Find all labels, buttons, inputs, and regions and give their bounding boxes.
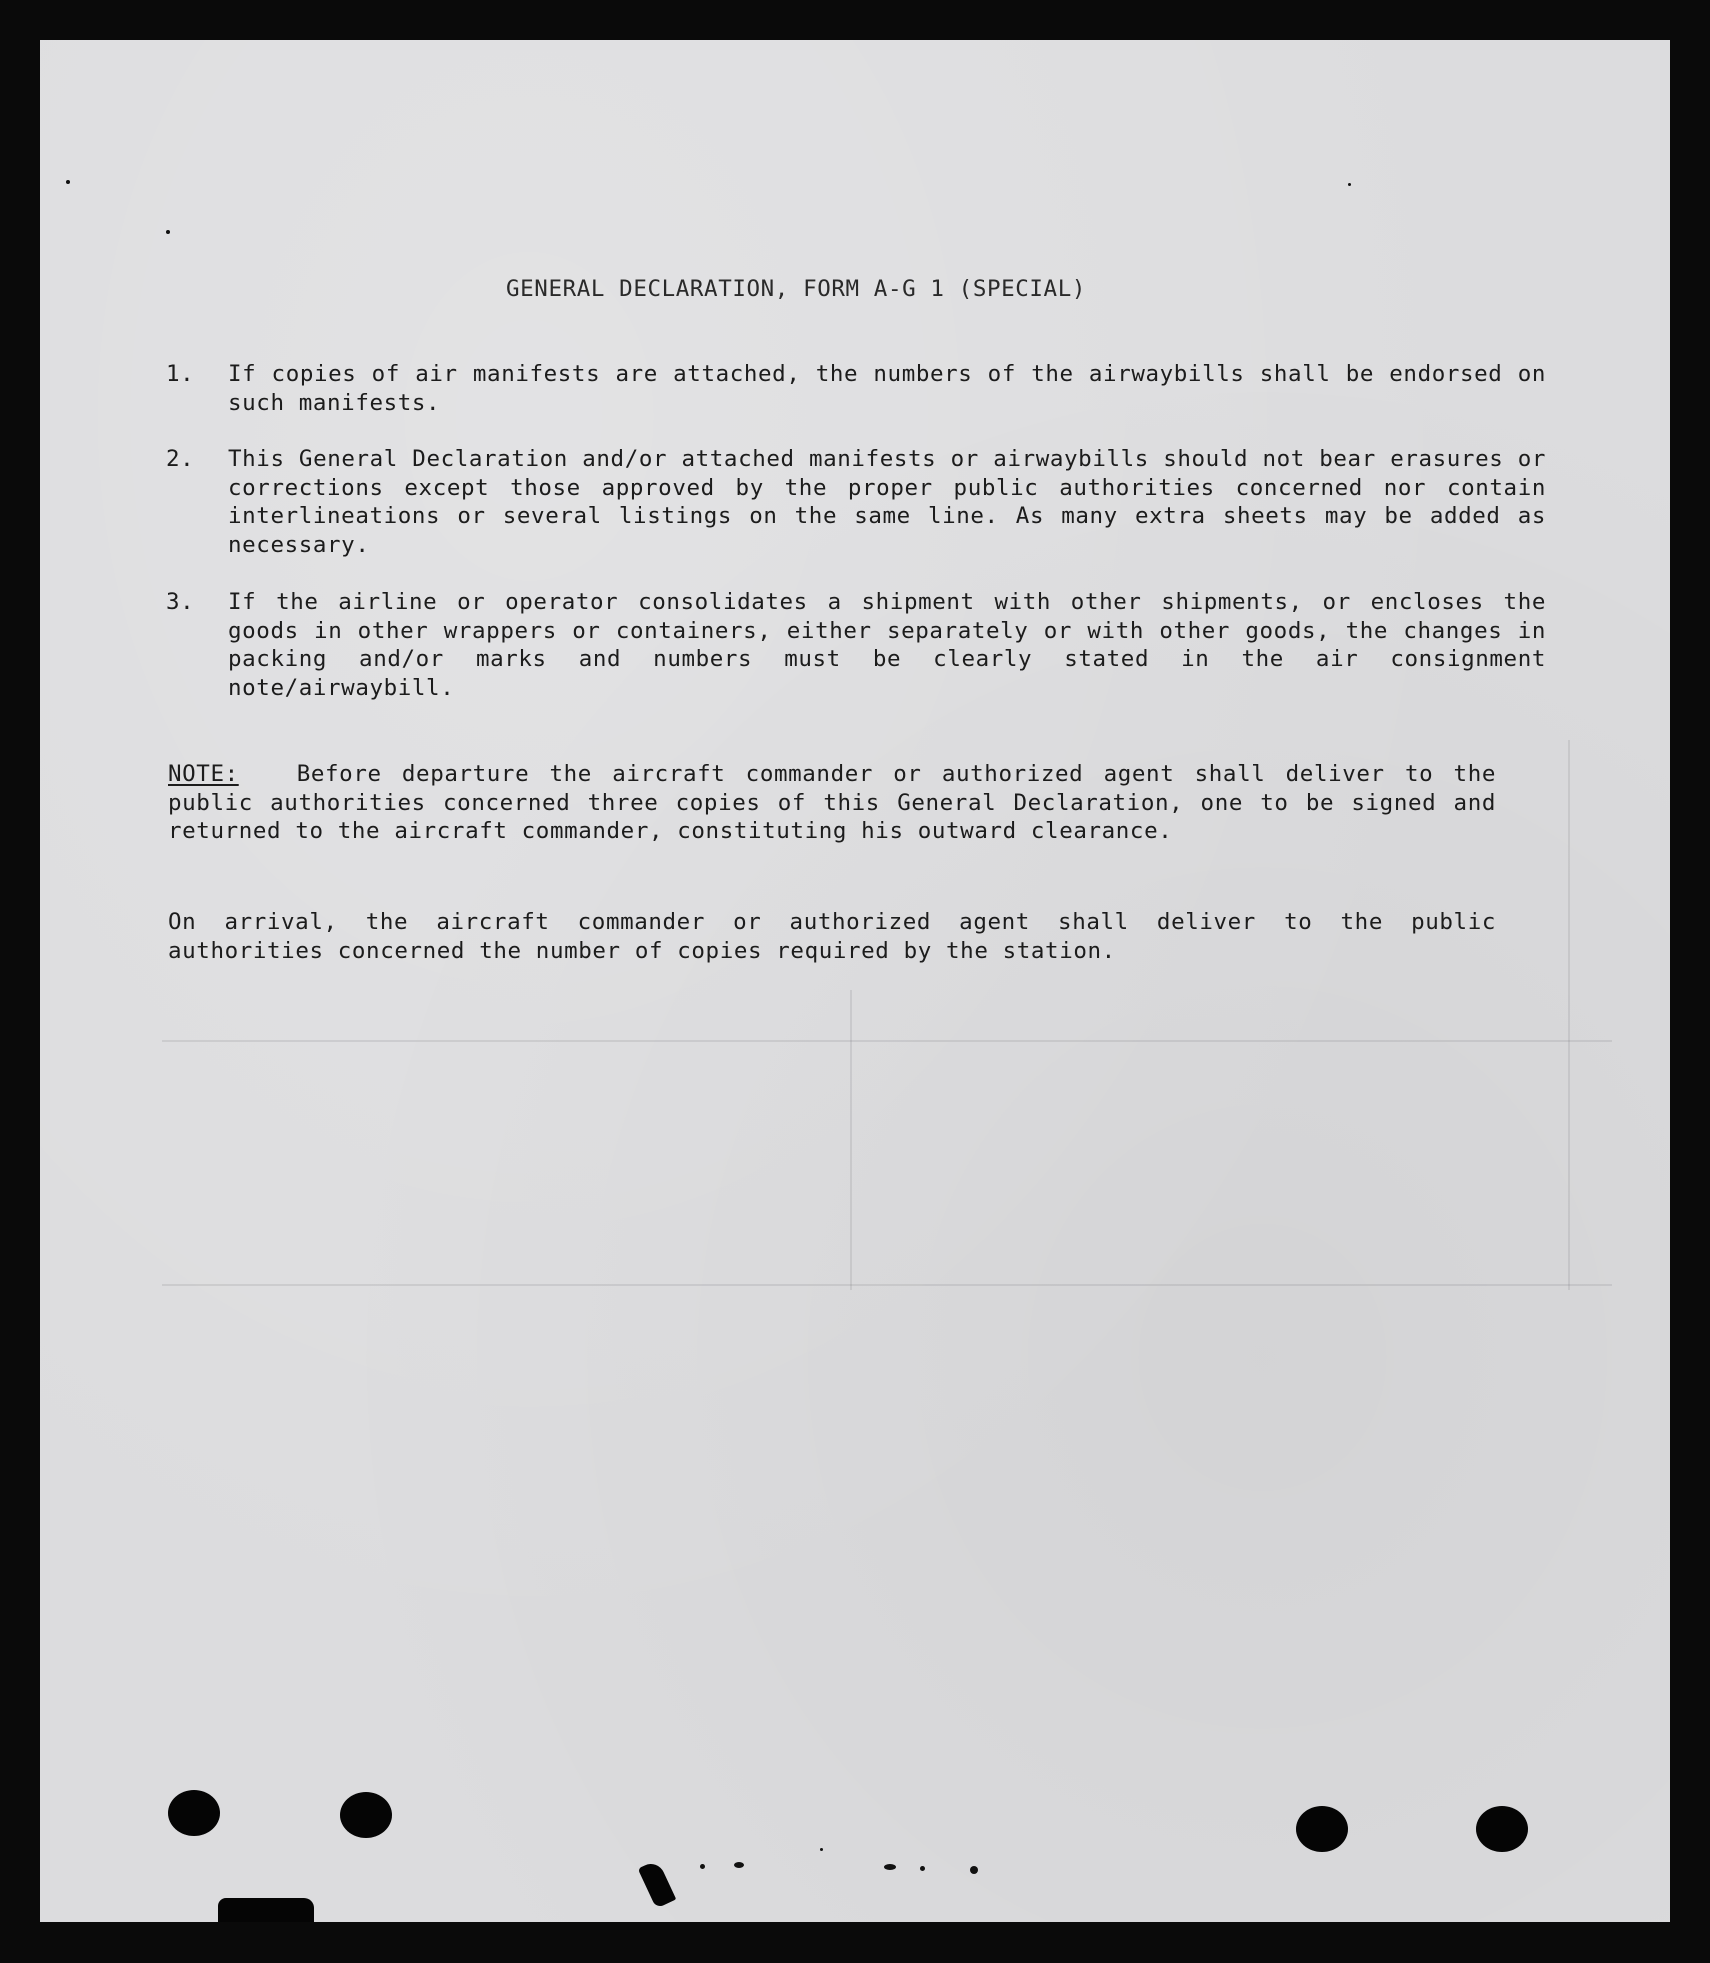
dust-speck bbox=[734, 1862, 744, 1868]
show-through-line bbox=[162, 1284, 1612, 1286]
dust-speck bbox=[700, 1864, 705, 1869]
note-paragraph bbox=[168, 760, 1496, 846]
punch-hole bbox=[1296, 1806, 1348, 1852]
punch-hole bbox=[168, 1790, 220, 1836]
torn-scrap bbox=[638, 1859, 677, 1908]
dust-speck bbox=[884, 1864, 896, 1870]
show-through-line bbox=[162, 1040, 1612, 1042]
item-text: This General Declaration and/or attached manifests or airwaybills should not bear erasures or corrections except those approved by the proper public authorities concerned nor contain interlineations or several listings on the same line. As many extra sheets may be added as necessary. bbox=[228, 446, 1546, 558]
dust-speck bbox=[820, 1848, 823, 1851]
arrival-text: On arrival, the aircraft commander or authorized agent shall deliver to the public authorities concerned the number of copies required by the station. bbox=[168, 909, 1496, 964]
page-title: GENERAL DECLARATION, FORM A-G 1 (SPECIAL) bbox=[506, 276, 1086, 302]
item-number: 1. bbox=[166, 361, 195, 387]
dust-speck bbox=[66, 180, 70, 184]
punch-hole bbox=[340, 1792, 392, 1838]
paper-sheet bbox=[40, 40, 1670, 1922]
item-number: 3. bbox=[166, 589, 195, 615]
dust-speck bbox=[920, 1866, 925, 1871]
punch-hole bbox=[1476, 1806, 1528, 1852]
dust-speck bbox=[166, 230, 170, 234]
torn-scrap bbox=[218, 1898, 314, 1922]
dust-speck bbox=[1348, 183, 1351, 186]
note-text: Before departure the aircraft commander or authorized agent shall deliver to the public authorities concerned three copies of this General Declaration, one to be signed and returned to the aircraft commander, constituting his outward clearance. bbox=[168, 761, 1496, 844]
arrival-paragraph bbox=[168, 908, 1496, 965]
item-text: If the airline or operator consolidates a shipment with other shipments, or encloses the goods in other wrappers or containers, either separately or with other goods, the changes in packing and/or marks and numbers must be clearly stated in the air consignment note/airwaybill. bbox=[228, 589, 1546, 701]
item-number: 2. bbox=[166, 446, 195, 472]
show-through-line bbox=[850, 990, 852, 1290]
item-text: If copies of air manifests are attached, the numbers of the airwaybills shall be endorsed on such manifests. bbox=[228, 361, 1546, 416]
show-through-line bbox=[1568, 740, 1570, 1290]
dust-speck bbox=[970, 1866, 978, 1874]
note-label: NOTE: bbox=[168, 761, 239, 787]
